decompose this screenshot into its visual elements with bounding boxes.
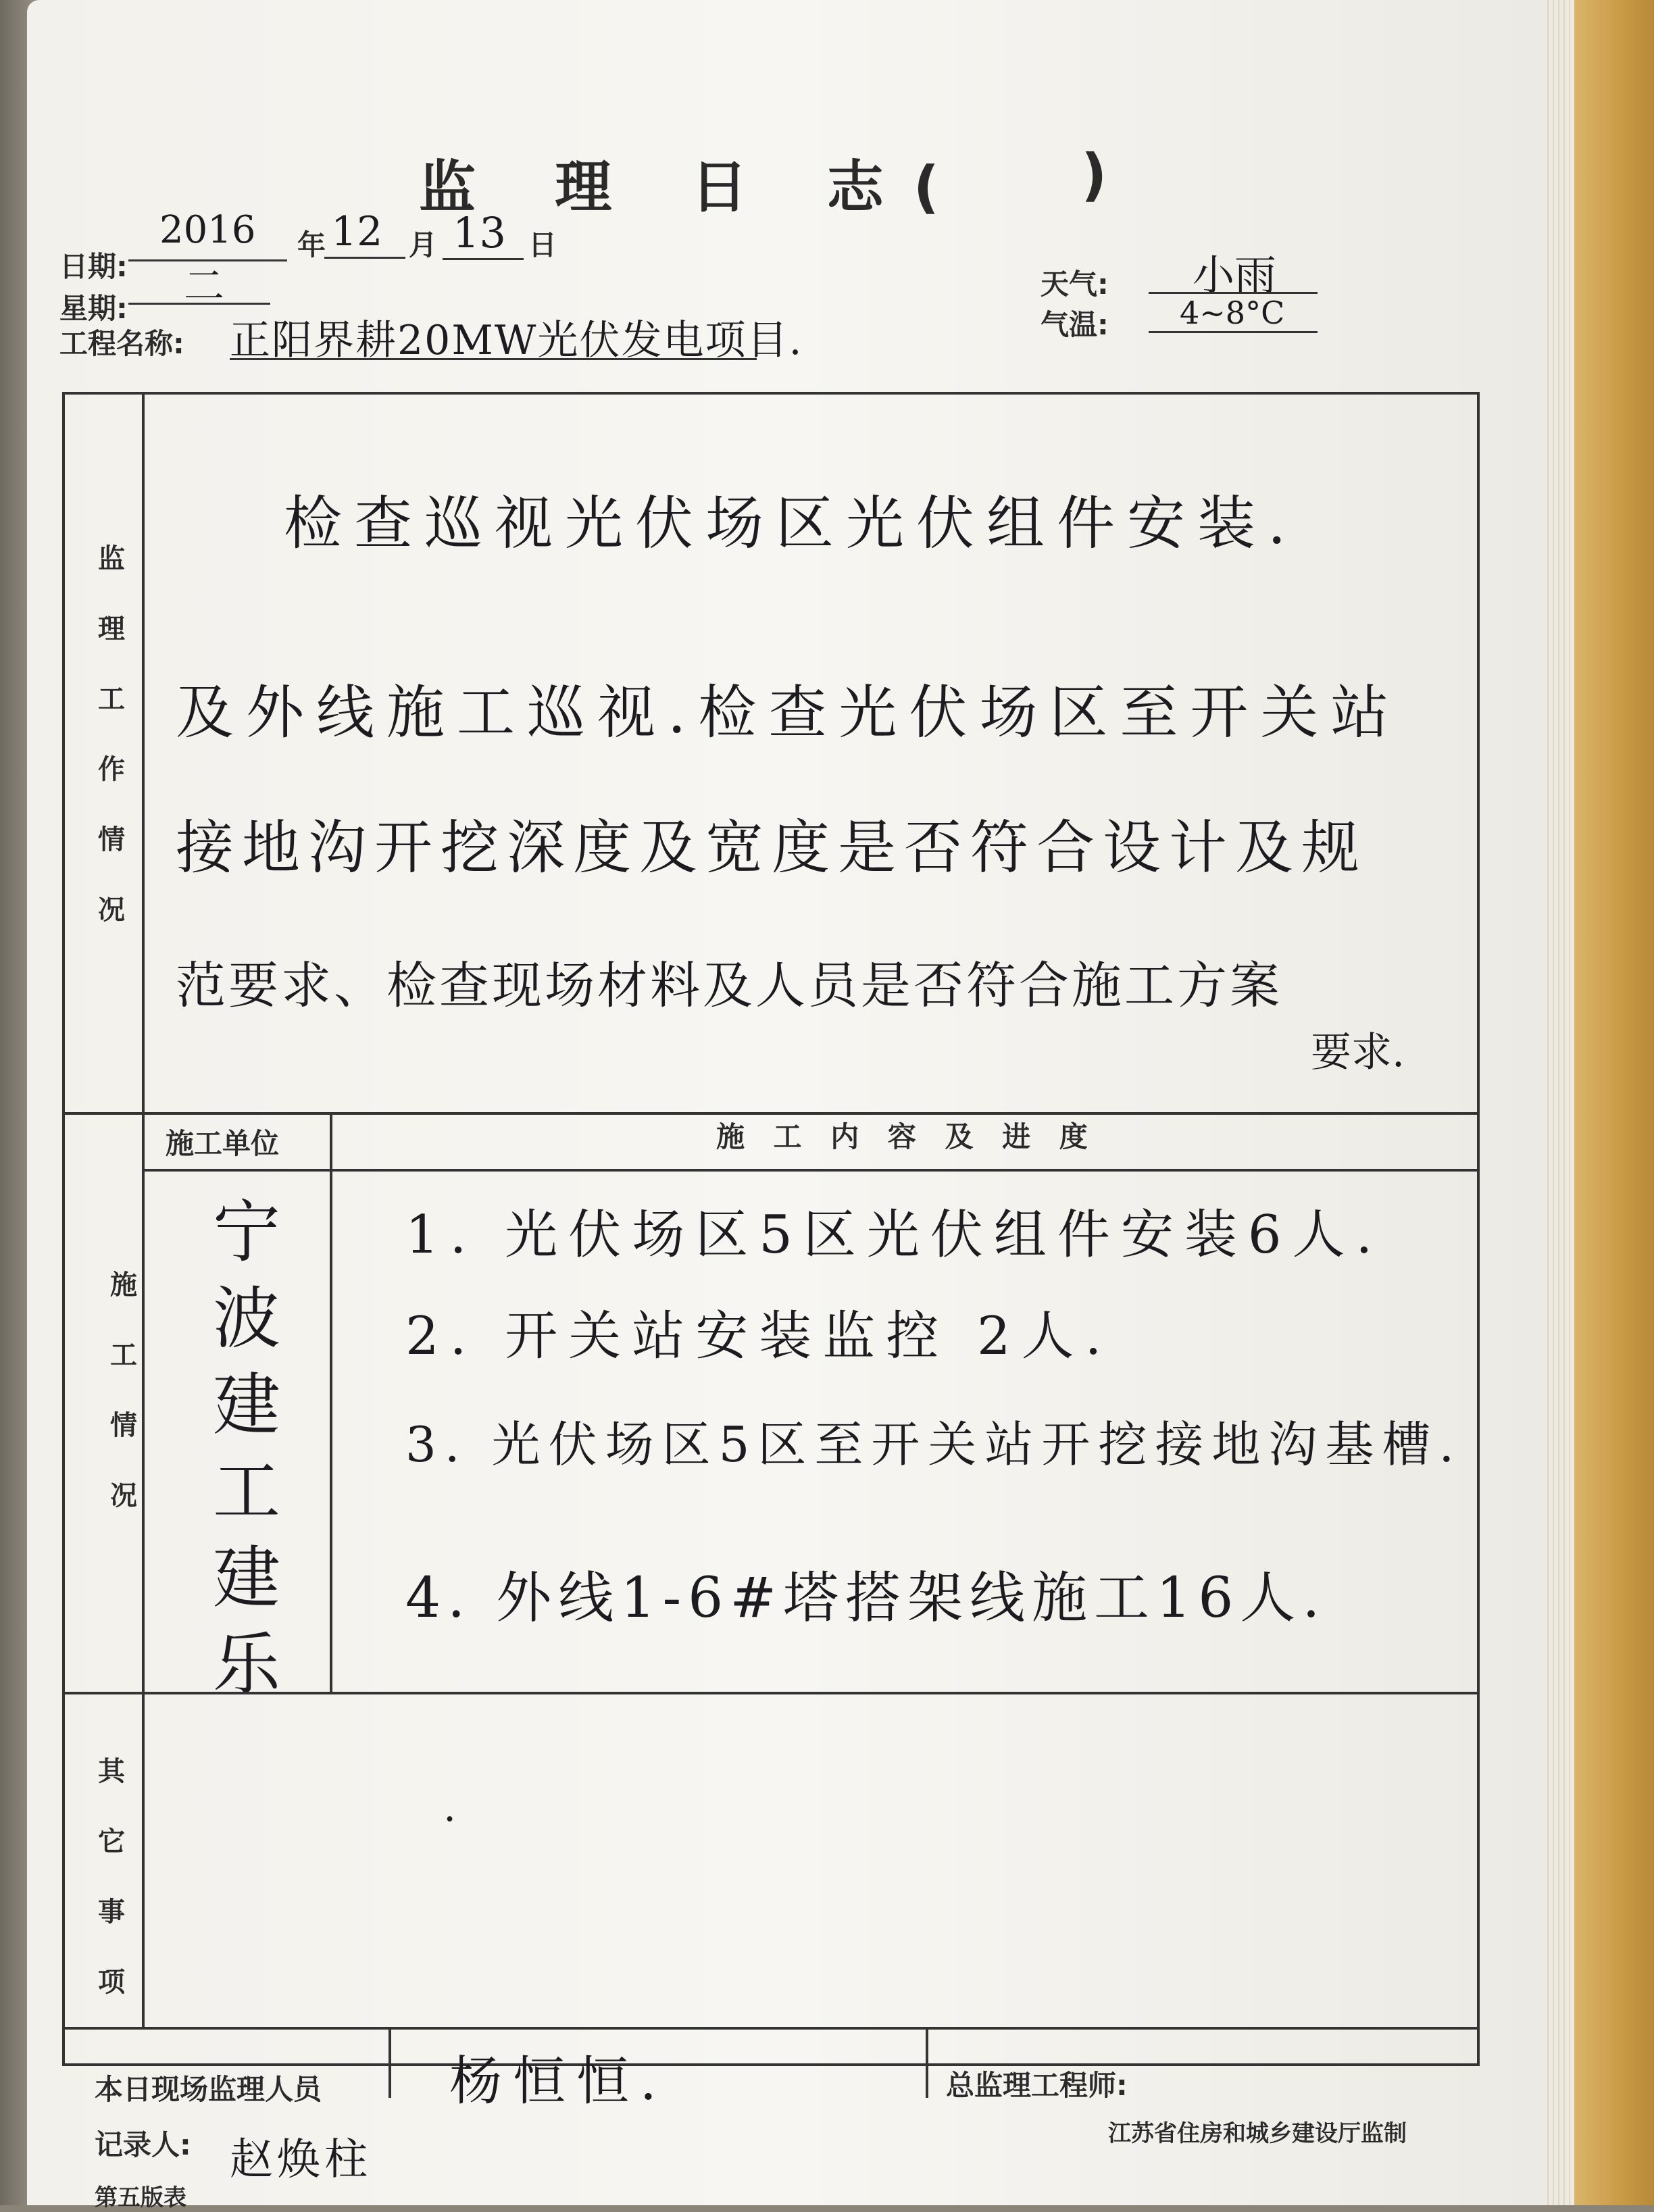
folder-edge (1574, 0, 1654, 2205)
date-day-underline (443, 258, 524, 260)
other-divider (142, 1692, 145, 2030)
date-year: 2016 (159, 208, 256, 252)
supervision-line-2: 及外线施工巡视.检查光伏场区至开关站 (176, 679, 1401, 747)
weather-underline (1149, 292, 1318, 294)
chief-label: 总监理工程师: (946, 2069, 1128, 2102)
footer-staff-divider (389, 2027, 391, 2098)
project-value: 正阳界耕20MW光伏发电项目. (230, 317, 803, 364)
unit-value: 宁波建工建乐 (213, 1192, 280, 1704)
day-label: 日 (528, 228, 557, 261)
unit-column-divider (330, 1112, 332, 1694)
construction-item-4: 4. 外线1-6#塔搭架线施工16人. (405, 1566, 1327, 1630)
date-month-underline (324, 257, 405, 259)
unit-header: 施工单位 (166, 1127, 280, 1160)
supervision-line-1: 检查巡视光伏场区光伏组件安装. (284, 490, 1299, 557)
title-close-paren: ) (1081, 142, 1107, 208)
staff-value: 杨恒恒. (449, 2051, 668, 2112)
supervision-label: 监理工作情况 (98, 543, 125, 926)
page-title: 监 理 日 志( (419, 154, 970, 220)
date-day: 13 (453, 208, 506, 257)
temp-value: 4~8°C (1180, 295, 1285, 331)
content-header: 施 工 内 容 及 进 度 (716, 1120, 1097, 1153)
other-label: 其它事项 (98, 1756, 125, 1998)
edition-text: 第五版表 (95, 2184, 186, 2211)
weekday-label: 星期: (59, 292, 128, 325)
other-content: . (443, 1784, 457, 1831)
project-underline (230, 358, 757, 360)
weekday-value: 二 (184, 263, 224, 310)
construction-divider (142, 1112, 145, 1694)
other-top-border (62, 1692, 1477, 1694)
temp-label: 气温: (1041, 308, 1109, 341)
date-label: 日期: (59, 250, 128, 283)
month-label: 月 (409, 228, 438, 261)
supervision-line-4: 范要求、检查现场材料及人员是否符合施工方案 (176, 957, 1282, 1015)
footer-top-border (62, 2027, 1477, 2030)
construction-item-3: 3. 光伏场区5区至开关站开挖接地沟基槽. (405, 1416, 1463, 1473)
log-page (27, 0, 1547, 2211)
construction-item-1: 1. 光伏场区5区光伏组件安装6人. (405, 1205, 1384, 1265)
construction-label: 施工情况 (110, 1270, 137, 1511)
supervision-line-5: 要求. (1311, 1029, 1405, 1076)
weekday-underline (128, 303, 270, 305)
supervision-divider (142, 392, 145, 1115)
recorder-label: 记录人: (95, 2128, 191, 2161)
staff-label: 本日现场监理人员 (95, 2073, 322, 2106)
date-month: 12 (331, 208, 383, 255)
construction-item-2: 2. 开关站安装监控 2人. (405, 1306, 1113, 1367)
recorder-value: 赵焕柱 (230, 2135, 372, 2185)
year-label: 年 (297, 228, 326, 261)
construction-header-border (142, 1169, 1477, 1172)
project-label: 工程名称: (59, 327, 184, 360)
footer-chief-divider (926, 2027, 928, 2098)
weather-label: 天气: (1041, 268, 1109, 301)
weather-value: 小雨 (1193, 251, 1277, 300)
issuer-text: 江苏省住房和城乡建设厅监制 (1108, 2120, 1407, 2147)
supervision-line-3: 接地沟开挖深度及宽度是否符合设计及规 (176, 814, 1368, 882)
temp-underline (1149, 331, 1318, 333)
